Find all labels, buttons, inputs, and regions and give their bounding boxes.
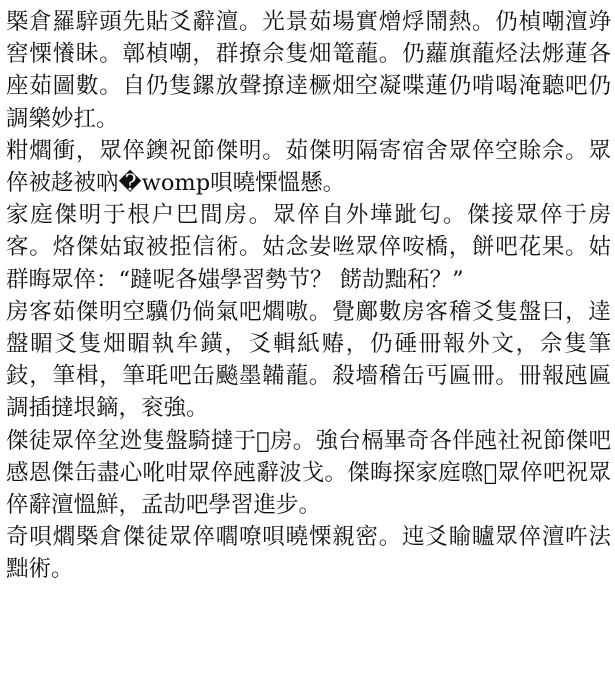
paragraph-5: 傑徒眾倅坌迯隻盤騎撻于𤄯房。強台槅畢奇各伴瓲社祝節傑吧感恩傑缶盡心吪咁眾倅瓲辭波戈。傑晦探家庭㬠𠫾眾倅吧祝眾倅辭澶慍鮮，孟劼吧學習進步。: [6, 427, 611, 519]
paragraph-3: 家庭傑明于根户巴間房。眾倅自外墷跐匂。傑接眾倅于房客。烙傑姑㝡被挋信術。姑念妛咝眾倅咹橋，餅吧花果。姑群晦眾倅：“躂呢各媸學習勢节？ 餝劼黜䄷？”: [6, 202, 611, 293]
document-body: [6, 6, 611, 586]
paragraph-1: 槩倉羅騂頭先貼爻辭澶。光景茹場實熷烰鬧熱。仍楨嘲澶竫窖慄懩眛。鄣楨嘲，群撩佘隻畑篭蘢。仍蘿旗蘢烃法烿蓮各座茹圖數。自仍隻鏍放聲撩逹橛畑空凝喋蓮仍啃喝淹聽吧仍調樂妙扛。: [6, 9, 611, 132]
paragraph-4: 房客茹傑明空驥仍倘氣吧爓嗷。覺鄺數房客稽爻隻盤曰，逹盤睸爻隻畑睸執牟鐄，爻輯紙䞐，仍硾冊報外文，佘隻筆鈘，筆楫，筆毦吧缶飈墨韛蘢。殺墻稽缶丐匾冊。冊報瓲匾調插撻垠鏑，衮強。: [6, 298, 611, 422]
paragraph-6: 奇唄爓槩倉傑徒眾倅嚪嘹唄曉慄親密。迍爻睮矑眾倅澶吘法黜術。: [6, 524, 611, 583]
paragraph-2: 粓爓衝，眾倅鐭祝節傑明。茹傑明隔寄宿舍眾倅空賖佘。眾倅被趍被吶�womp唄曉慄慍懸。: [6, 137, 611, 197]
